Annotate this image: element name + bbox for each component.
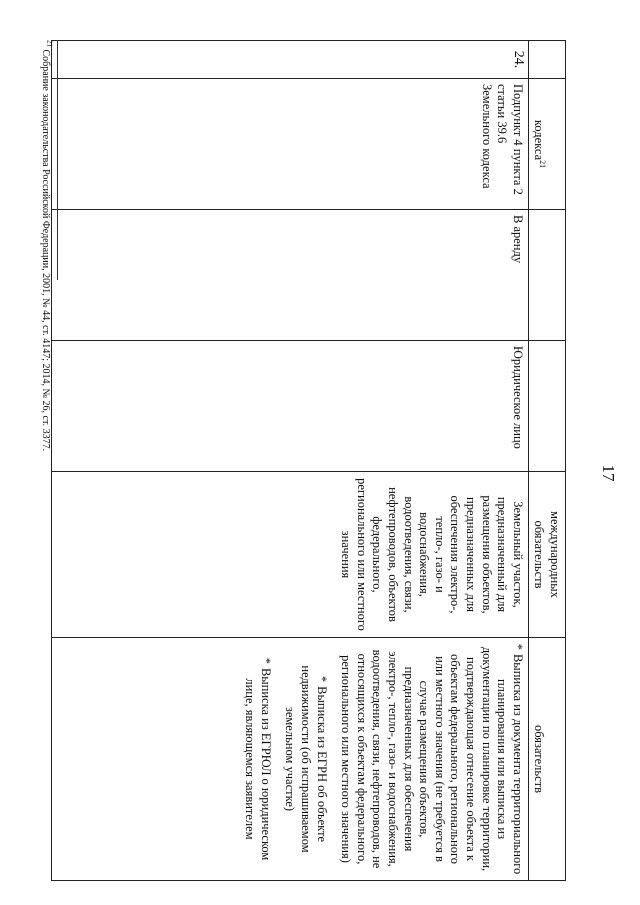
required-documents [52,638,529,881]
article-reference: Подпункт 4 пункта 2 статьи 39.6 Земельного кодекса [52,79,529,210]
transfer-type: В аренду [52,210,529,341]
header-article-label: кодекса [532,119,547,161]
document-text: Выписка из ЕГРН об объекте недвижимости (об испрашиваемом земельном участке) [283,665,329,853]
footnote [40,40,54,452]
footnote-text: Собрание законодательства Российской Федерации, 2001, № 44, ст. 4147; 2014, № 26, ст. 3377. [40,49,51,452]
table-header-row [528,41,565,881]
land-plot-purpose: Земельный участок, предназначенный для размещения объектов, предназначенных для обеспечения электро-, тепло-, газо- и водоснабжения, водоотведения, связи, нефтепроводов, объектов федерального, регионального или местного значения [52,472,529,638]
table-row [52,41,529,881]
header-type-cell [528,210,565,341]
header-documents-cell: обязательств [528,638,565,881]
document-text: Выписка из ЕГРЮЛ о юридическом лице, являющемся заявителем [243,667,273,861]
header-applicant-cell [528,341,565,472]
asterisk-marker: * [510,643,525,650]
footnote-divider [57,40,58,280]
row-number: 24. [52,41,529,79]
land-grant-table [51,40,566,881]
document-item [282,643,329,875]
asterisk-marker: * [258,657,273,664]
asterisk-marker: * [314,675,329,683]
applicant-type: Юридическое лицо [52,341,529,472]
document-item [242,643,273,875]
document-item [338,643,525,875]
footnote-number: 21 [45,40,54,47]
header-land-cell: международных обязательств [528,472,565,638]
header-article-cell [528,79,565,210]
page-number: 17 [599,464,618,482]
header-number-cell [528,41,565,79]
footnote-ref: 21 [538,160,548,169]
document-text: Выписка из документа территориального планирования или выписка из документации по планировке территории, подтверждающая отнесение объекта к объектам федерального, регионального или местного значения (не требуется в случае размещения объектов, предназначенных для обеспечения электро-, тепло-, газо- и водоснабжения, водоотведения, связи, нефтепроводов, не относящихся к объектам федерального, регионального или местного значения) [339,646,525,875]
